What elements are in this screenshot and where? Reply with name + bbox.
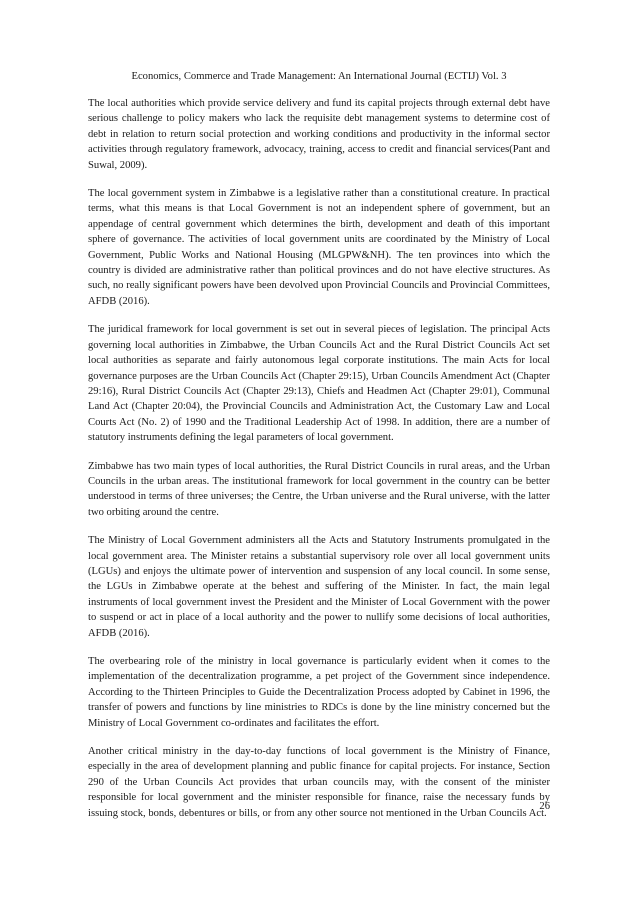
paragraph-juridical-framework: The juridical framework for local government is set out in several pieces of legislation. The principal Acts governing local authorities in Zimbabwe, the Urban Councils Act and the Rural District Councils Act set local authorities as separate and fairly autonomous legal corporate institutions. The main Acts for local governance purposes are the Urban Councils Act (Chapter 29:15), Urban Councils Amendment Act (Chapter 29:16), Rural District Councils Act (Chapter 29:13), Chiefs and Headmen Act (Chapter 29:01), Communal Land Act (Chapter 20:04), the Provincial Councils and Administration Act, the Customary Law and Local Courts Act (No. 2) of 1990 and the Traditional Leadership Act of 1998. In addition, there are a number of statutory instruments defining the legal parameters of local government.	[88, 324, 550, 444]
paragraph-ministry-role: The Ministry of Local Government administers all the Acts and Statutory Instruments promulgated in the local government area. The Minister retains a substantial supervisory role over all local government units (LGUs) and enjoys the ultimate power of intervention and suspension of any local council. In some sense, the LGUs in Zimbabwe operate at the behest and suffering of the Minister. In fact, the main legal instruments of local government invest the President and the Minister of Local Government with the power to suspend or act in place of a local authority and the power to nullify some decisions of local authorities, AFDB (2016).	[88, 535, 550, 639]
paragraph-debt-management: The local authorities which provide service delivery and fund its capital projects through external debt have serious challenge to policy makers who lack the requisite debt management systems to determine cost of debt in relation to return social protection and working conditions and productivity in the informal sector activities through regulatory framework, advocacy, training, access to credit and financial services(Pant and Suwal, 2009).	[88, 98, 550, 171]
paragraph-local-government-system: The local government system in Zimbabwe is a legislative rather than a constitutional creature. In practical terms, what this means is that Local Government is not an independent sphere of government, but an appendage of central government which determines the birth, development and death of this important sphere of governance. The activities of local government units are coordinated by the Ministry of Local Government, Public Works and National Housing (MLGPW&NH). The ten provinces into which the country is divided are administrative rather than political provinces and do not have elective structures. As such, no really significant powers have been devolved upon Provincial Councils and Provincial Committees, AFDB (2016).	[88, 188, 550, 307]
paragraph-types-of-local-authorities: Zimbabwe has two main types of local authorities, the Rural District Councils in rural areas, and the Urban Councils in the urban areas. The institutional framework for local government in the country can be better understood in terms of three universes; the Centre, the Urban universe and the Rural universe, with the latter two orbiting around the centre.	[88, 460, 550, 518]
paragraph-ministry-of-finance: Another critical ministry in the day-to-day functions of local government is the Ministry of Finance, especially in the area of development planning and public finance for capital projects. For instance, Section 290 of the Urban Councils Act provides that urban councils may, with the consent of the minister responsible for local government and the minister responsible for finance, raise the necessary funds by issuing stock, bonds, debentures or bills, or from any other source not mentioned in the Urban Councils Act.	[88, 746, 550, 819]
running-header: Economics, Commerce and Trade Management: An International Journal (ECTIJ) Vol. 3	[131, 71, 507, 82]
page-number: 26	[539, 801, 550, 812]
body-text	[88, 96, 550, 834]
paragraph-decentralization: The overbearing role of the ministry in local governance is particularly evident when it comes to the implementation of the decentralization programme, a pet project of the Government since independence. According to the Thirteen Principles to Guide the Decentralization Process adopted by Cabinet in 1996, the transfer of powers and functions by line ministries to RDCs is done by the line ministry concerned but the Ministry of Local Government co-ordinates and facilitates the effort.	[88, 656, 550, 729]
